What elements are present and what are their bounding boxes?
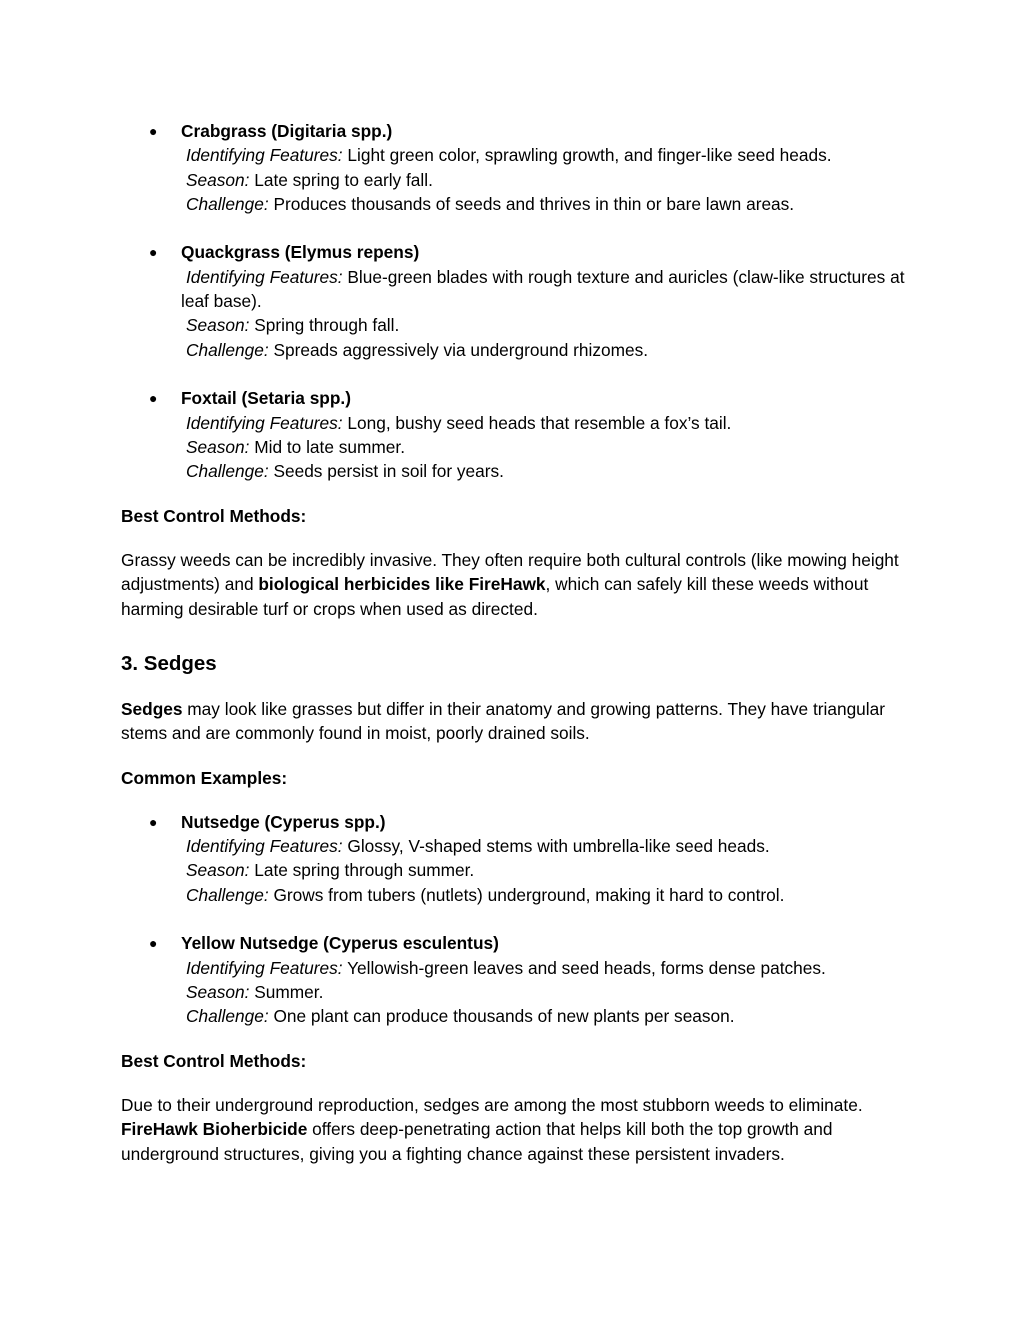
challenge-label: Challenge: — [186, 461, 269, 482]
sedge-list — [121, 810, 911, 1029]
season-text: Late spring to early fall. — [249, 169, 433, 190]
list-item — [121, 386, 911, 483]
challenge-label: Challenge: — [186, 339, 269, 360]
weed-challenge — [181, 338, 911, 362]
grassy-control-text-2: , which can safely kill these weeds without harming desirable turf or crops when used as directed. — [121, 574, 869, 619]
season-label: Season: — [186, 169, 250, 190]
challenge-text: Produces thousands of seeds and thrives in thin or bare lawn areas. — [268, 193, 795, 214]
challenge-text: Spreads aggressively via underground rhizomes. — [268, 339, 649, 360]
features-text: Blue-green blades with rough texture and auricles (claw-like structures at leaf base). — [181, 266, 905, 312]
features-label: Identifying Features: — [186, 836, 343, 857]
weed-features — [181, 411, 911, 435]
season-label: Season: — [186, 860, 250, 881]
list-item — [121, 240, 911, 361]
weed-name: Quackgrass (Elymus repens) — [181, 242, 420, 263]
weed-season — [181, 435, 911, 459]
weed-season — [181, 980, 911, 1004]
weed-challenge — [181, 1004, 911, 1028]
document-page — [121, 119, 911, 1186]
sedges-control-text-2: offers deep-penetrating action that helps kill both the top growth and underground structures, giving you a fighting chance against these persistent invaders. — [121, 1119, 833, 1164]
weed-season — [181, 168, 911, 192]
weed-challenge — [181, 883, 911, 907]
sedges-control-heading: Best Control Methods: — [121, 1050, 307, 1071]
bullet-icon: ● — [149, 813, 158, 830]
grassy-control-heading: Best Control Methods: — [121, 505, 307, 526]
challenge-text: One plant can produce thousands of new plants per season. — [268, 1006, 735, 1027]
sedges-control-bold: FireHawk Bioherbicide — [121, 1119, 308, 1140]
weed-season — [181, 313, 911, 337]
features-label: Identifying Features: — [186, 412, 343, 433]
weed-features — [181, 834, 911, 858]
list-item — [121, 810, 911, 907]
section-title-sedges: 3. Sedges — [121, 651, 217, 675]
season-text: Mid to late summer. — [249, 436, 406, 457]
sedges-control-paragraph — [121, 1093, 911, 1166]
sedges-examples-heading: Common Examples: — [121, 767, 288, 788]
bullet-icon: ● — [149, 935, 158, 952]
sedges-intro-bold: Sedges — [121, 698, 183, 719]
weed-challenge — [181, 459, 911, 483]
challenge-label: Challenge: — [186, 1006, 269, 1027]
season-label: Season: — [186, 436, 250, 457]
weed-name: Yellow Nutsedge (Cyperus esculentus) — [181, 933, 499, 954]
weed-features — [181, 265, 911, 314]
season-text: Late spring through summer. — [249, 860, 475, 881]
season-label: Season: — [186, 315, 250, 336]
challenge-text: Seeds persist in soil for years. — [268, 461, 504, 482]
weed-features — [181, 956, 911, 980]
sedges-intro-text: may look like grasses but differ in their anatomy and growing patterns. They have triangular stems and are commonly found in moist, poorly drained soils. — [121, 698, 885, 744]
bullet-icon: ● — [149, 244, 158, 261]
grassy-control-bold: biological herbicides like FireHawk — [258, 574, 546, 595]
features-text: Yellowish-green leaves and seed heads, forms dense patches. — [342, 957, 826, 978]
weed-name: Nutsedge (Cyperus spp.) — [181, 811, 386, 832]
season-text: Summer. — [249, 981, 324, 1002]
features-text: Light green color, sprawling growth, and finger-like seed heads. — [342, 145, 832, 166]
challenge-label: Challenge: — [186, 193, 269, 214]
challenge-label: Challenge: — [186, 884, 269, 905]
weed-challenge — [181, 192, 911, 216]
features-label: Identifying Features: — [186, 957, 343, 978]
weed-season — [181, 858, 911, 882]
features-text: Glossy, V-shaped stems with umbrella-like seed heads. — [342, 836, 770, 857]
bullet-icon: ● — [149, 390, 158, 407]
bullet-icon: ● — [149, 123, 158, 139]
grassy-control-paragraph — [121, 548, 911, 621]
features-label: Identifying Features: — [186, 266, 343, 287]
sedges-control-text-1: Due to their underground reproduction, sedges are among the most stubborn weeds to eliminate. — [121, 1095, 863, 1116]
features-label: Identifying Features: — [186, 145, 343, 166]
weed-name: Foxtail (Setaria spp.) — [181, 388, 351, 409]
season-text: Spring through fall. — [249, 315, 400, 336]
features-text: Long, bushy seed heads that resemble a fox’s tail. — [342, 412, 732, 433]
challenge-text: Grows from tubers (nutlets) underground, making it hard to control. — [268, 884, 785, 905]
weed-name: Crabgrass (Digitaria spp.) — [181, 121, 393, 141]
list-item — [121, 119, 911, 216]
grassy-control-text-1: Grassy weeds can be incredibly invasive. They often require both cultural controls (like mowing height adjustments) and — [121, 550, 899, 595]
season-label: Season: — [186, 981, 250, 1002]
weed-features — [181, 143, 911, 167]
list-item — [121, 931, 911, 1028]
sedges-intro-paragraph — [121, 697, 911, 746]
grassy-weed-list — [121, 119, 911, 483]
